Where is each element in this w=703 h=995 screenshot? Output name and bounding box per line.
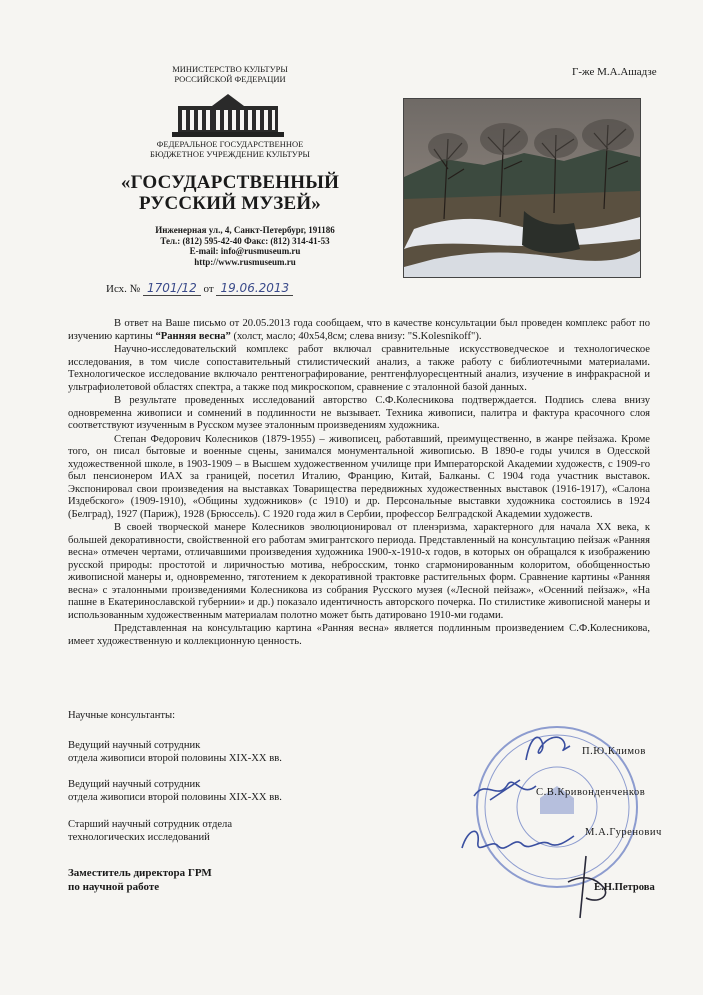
ref-number: 1701/12 (143, 281, 201, 296)
consultant-3-name: М.А.Гуренович (585, 827, 662, 838)
painting-photo (403, 98, 641, 278)
paragraph-3: В результате проведенных исследований авторство С.Ф.Колесникова подтверждается. Подпись слева внизу одновременна живописи и сомнений в подлинности не вызывает. Техника живописи, палитра и фактура красочного слоя соответствуют изученным в Русском музее эталонным произведениям художника. (68, 395, 650, 431)
address: Инженерная ул., 4, Санкт-Петербург, 191186 (155, 225, 335, 235)
museum-name-line1: «ГОСУДАРСТВЕННЫЙ (120, 172, 340, 193)
consultant-3-role-line1: Старший научный сотрудник отдела (68, 819, 233, 830)
consultant-2-role-line2: отдела живописи второй половины XIX-XX вв. (68, 791, 282, 803)
letter-body (68, 318, 650, 648)
ref-from: от (203, 283, 214, 295)
paragraph-5: В своей творческой манере Колесников эволюционировал от пленэризма, характерного для начала XX века, к большей декоративности, свойственной его работам эмигрантского периода. Представленный на консультацию пейзаж «Ранняя весна» отмечен чертами, отличавшими произведения художника 1900-х-1910-х годов, в которых он обращался к изображению русской природы: простотой и лиричностью мотива, небросским, тонко сгармонированным колоритом, обобщенностью живописной манеры и, одновременно, тяготением к декоративной трактовке растительных форм. Сравнение картины «Ранняя весна» с эталонными произведениями Колесникова из собрания Русского музея («Лесной пейзаж», «Осенний пейзаж», «На пашне в Екатеринославской губернии» и др.) показало идентичность авторского почерка. По стилистике живописной манеры и использованным художественным материалам полотно может быть датировано 1910-ми годами. (68, 522, 650, 621)
consultants-title: Научные консультанты: (68, 710, 176, 721)
institution-line1: ФЕДЕРАЛЬНОЕ ГОСУДАРСТВЕННОЕ (156, 139, 304, 149)
deputy-name: Е.Н.Петрова (594, 882, 655, 893)
contacts-block (150, 225, 340, 267)
paragraph-1 (68, 318, 650, 343)
consultant-1-role-line2: отдела живописи второй половины XIX-XX вв. (68, 752, 282, 764)
museum-name-line2: РУССКИЙ МУЗЕЙ» (138, 193, 321, 214)
institution-heading (140, 139, 320, 159)
consultant-1-name: П.Ю.Климов (582, 746, 646, 757)
museum-building-logo (168, 92, 288, 140)
consultant-2-role-line1: Ведущий научный сотрудник (68, 779, 201, 790)
ministry-line1: МИНИСТЕРСТВО КУЛЬТУРЫ (172, 64, 288, 74)
consultant-2-role (68, 779, 282, 804)
recipient: Г-же М.А.Ашадзе (572, 66, 657, 78)
consultant-1-role (68, 740, 282, 765)
consultant-2-name: С.В.Кривонденченков (536, 787, 646, 798)
paragraph-6: Представленная на консультацию картина «Ранняя весна» является подлинным произведением С.Ф.Колесникова, имеет художественную и коллекционную ценность. (68, 623, 650, 647)
paragraph-4: Степан Федорович Колесников (1879-1955) – живописец, работавший, преимущественно, в жанре пейзажа. Кроме того, он писал бытовые и военные сцены, занимался монументальной живописью. В 1890-е годы учился в Одесской художественной школе, в 1903-1909 – в Высшем художественном училище при Императорской Академии художеств, с 1909-го был пенсионером ИАХ за границей, посетил Италию, Францию, Китай, Балканы. С 1904 года участник выставок. Экспонировал свои произведения на выставках Товарищества передвижных художественных выставок (1916-1917), «Салона Издебского» (1909-1910), «Общины художников» (с 1910) и др. Персональные выставки художника состоялись в 1924 (Белград), 1927 (Париж), 1928 (Брюссель). С 1920 года жил в Сербии, профессор Белградской Академии художеств. (68, 433, 650, 520)
ministry-line2: РОССИЙСКОЙ ФЕДЕРАЦИИ (174, 74, 286, 84)
p1-text-a: В ответ на Ваше письмо от 20.05.2013 года сообщаем, что в качестве консультации был проведен комплекс работ по изучению картины (68, 318, 650, 342)
museum-name (105, 172, 355, 214)
consultant-3-role (68, 819, 232, 844)
consultant-3-role-line2: технологических исследований (68, 831, 210, 843)
email: E-mail: info@rusmuseum.ru (189, 246, 301, 256)
paragraph-2: Научно-исследовательский комплекс работ включал сравнительные искусствоведческое и технологическое исследования, в том числе сопоставительный стилистический анализ, а также работу с библиотечными материалами. Технологическое исследование включало рентгенографирование, рентгенфлуоресцентный анализ, изучение в инфракрасной и ультрафиолетовой областях спектра, а также под микроскопом, сравнение с эталонной базой данных. (68, 344, 650, 393)
website: http://www.rusmuseum.ru (194, 256, 296, 267)
painting-title: “Ранняя весна” (155, 330, 231, 342)
deputy-line2: по научной работе (68, 881, 160, 893)
p1-text-b: (холст, масло; 40x54,8см; слева внизу: "S.Kolesnikoff"). (230, 330, 482, 342)
ref-date: 19.06.2013 (216, 281, 293, 296)
phone-fax: Тел.: (812) 595-42-40 Факс: (812) 314-41-53 (160, 235, 330, 246)
ref-prefix: Исх. № (106, 283, 141, 295)
institution-line2: БЮДЖЕТНОЕ УЧРЕЖДЕНИЕ КУЛЬТУРЫ (150, 149, 310, 159)
deputy-director-title (68, 866, 212, 894)
ministry-heading (150, 64, 310, 84)
outgoing-reference (106, 281, 293, 295)
consultant-1-role-line1: Ведущий научный сотрудник (68, 740, 201, 751)
deputy-line1: Заместитель директора ГРМ (68, 867, 212, 879)
